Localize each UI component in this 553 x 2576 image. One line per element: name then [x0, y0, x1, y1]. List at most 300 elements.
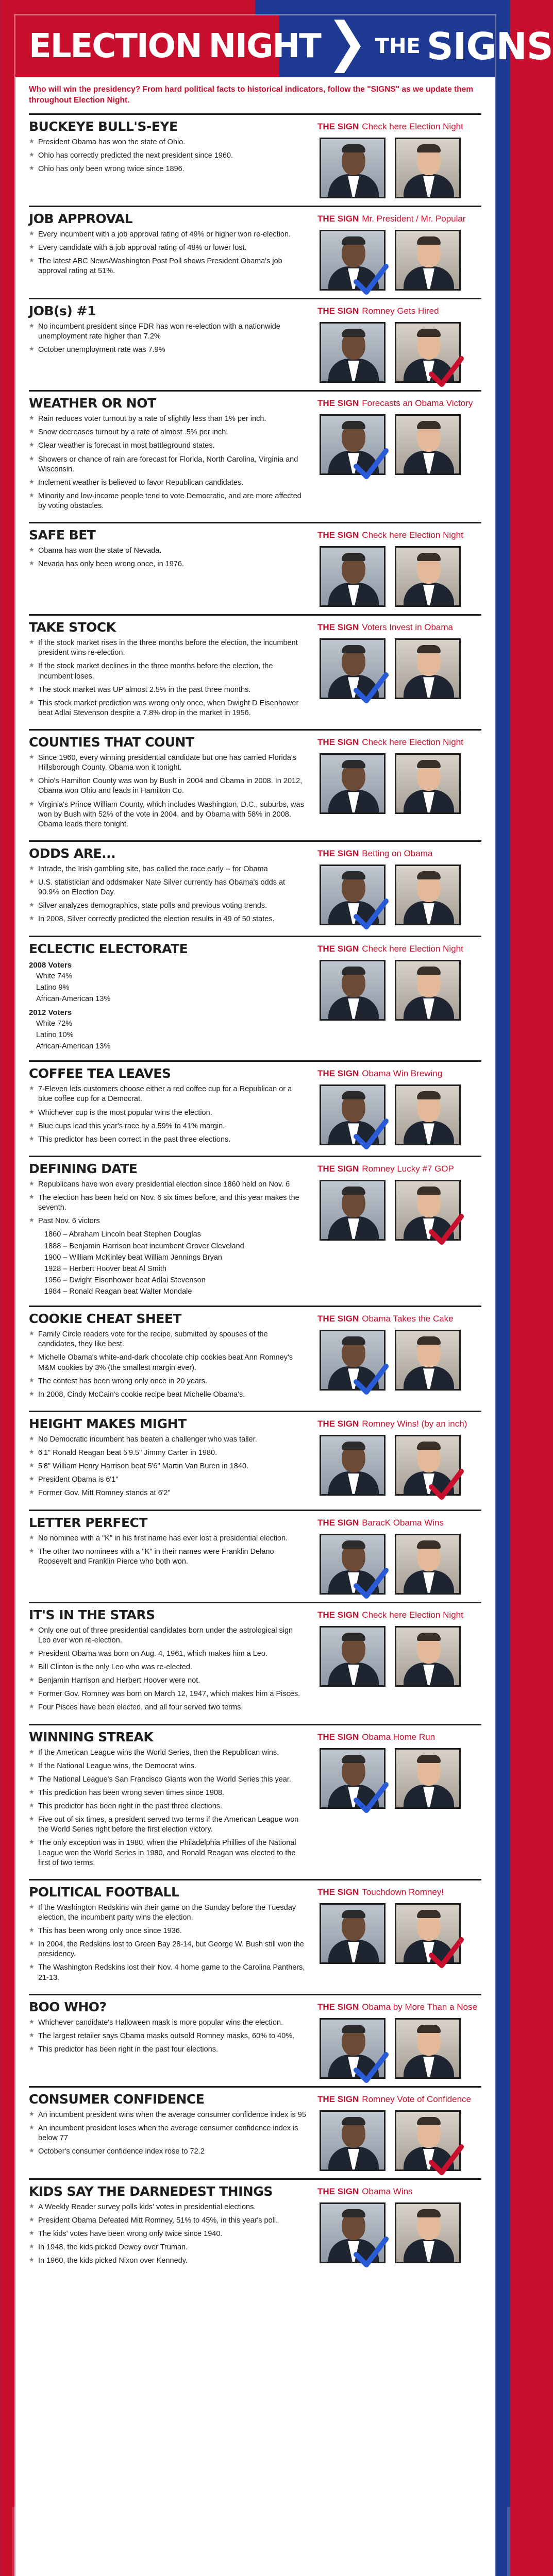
- sign-value: Obama Wins: [362, 2186, 413, 2196]
- bullet-item: ★ This predictor has been correct in the past three elections.: [29, 1135, 307, 1145]
- sign-line: [317, 2186, 481, 2197]
- candidate-portraits: [320, 638, 481, 699]
- portrait-romney: [395, 230, 461, 291]
- section-title: WEATHER OR NOT: [29, 396, 156, 411]
- bullet-item: ★ October's consumer confidence index rose to 72.2: [29, 2147, 307, 2157]
- portrait-obama: [320, 1084, 386, 1145]
- section-columns: [29, 620, 481, 722]
- sign-value: Obama Takes the Cake: [362, 1314, 454, 1324]
- checkmark-icon: [353, 671, 389, 707]
- bullet-item: ★ Every incumbent with a job approval rating of 49% or higher won re-election.: [29, 230, 307, 240]
- bullet-item: ★ No nominee with a "K" in his first name has ever lost a presidential election.: [29, 1534, 307, 1544]
- section-columns: [29, 396, 481, 515]
- sign-label: THE SIGN: [317, 1732, 359, 1742]
- sign-line: [317, 306, 481, 317]
- bullet-item: ★ This predictor has been right in the past three elections.: [29, 1802, 307, 1811]
- sign-line: [317, 2002, 481, 2013]
- sign-line: [317, 530, 481, 541]
- bullet-item: ★ This predictor has been right in the past four elections.: [29, 2045, 307, 2055]
- sign-line: [317, 737, 481, 748]
- sign-label: THE SIGN: [317, 622, 359, 633]
- portrait-hair: [417, 144, 441, 152]
- bullet-item: ★ Family Circle readers vote for the recipe, submitted by spouses of the candidates, they like best.: [29, 1330, 307, 1349]
- section-text: [29, 1515, 317, 1595]
- portrait-hair: [417, 2209, 441, 2217]
- section-text: [29, 211, 317, 291]
- candidate-portraits: [320, 1180, 481, 1241]
- sign-value: Forecasts an Obama Victory: [362, 398, 473, 409]
- portrait-hair: [342, 1755, 365, 1763]
- section-sign: [317, 941, 481, 1054]
- portrait-obama: [320, 1180, 386, 1241]
- portrait-hair: [342, 1910, 365, 1918]
- bullet-item: ★ In 2004, the Redskins lost to Green Bay 28-14, but George W. Bush still won the presidency.: [29, 1940, 307, 1959]
- sign-label: THE SIGN: [317, 1069, 359, 1079]
- bullet-item: ★ The election has been held on Nov. 6 six times before, and this year makes the seventh.: [29, 1193, 307, 1213]
- portrait-hair: [342, 2209, 365, 2217]
- section-sign: [317, 1607, 481, 1717]
- bullet-item: ★ If the Washington Redskins win their game on the Sunday before the Tuesday election, the incumbent party wins the election.: [29, 1903, 307, 1923]
- bullet-item: ★ Whichever candidate's Halloween mask is more popular wins the election.: [29, 2018, 307, 2028]
- bullet-item: ★ Snow decreases turnout by a rate of almost .5% per inch.: [29, 428, 307, 437]
- section-columns: [29, 1999, 481, 2079]
- section-title: CONSUMER CONFIDENCE: [29, 2091, 205, 2107]
- bullet-item: ★ This stock market prediction was wrong only once, when Dwight D Eisenhower beat Adlai Stevenson despite a 7.8% drop in the market in 1956.: [29, 699, 307, 718]
- sign-label: THE SIGN: [317, 737, 359, 748]
- bullet-item: ★ Inclement weather is believed to favor Republican candidates.: [29, 478, 307, 488]
- bullet-item: ★ In 2008, Cindy McCain's cookie recipe beat Michelle Obama's.: [29, 1390, 307, 1400]
- sign-value: Mr. President / Mr. Popular: [362, 213, 466, 224]
- bullet-list: [29, 230, 307, 277]
- bullet-item: ★ Every candidate with a job approval rating of 48% or lower lost.: [29, 243, 307, 253]
- portrait-obama: [320, 414, 386, 475]
- sign-value: Romney Lucky #7 GOP: [362, 1163, 454, 1174]
- section-text: [29, 1885, 317, 1987]
- section-letter: [29, 1510, 481, 1595]
- portrait-hair: [417, 329, 441, 337]
- sign-line: [317, 848, 481, 859]
- portrait-romney: [395, 1626, 461, 1687]
- portrait-hair: [417, 553, 441, 561]
- bullet-item: ★ Former Gov. Romney was born on March 12, 1947, which makes him a Pisces.: [29, 1689, 307, 1699]
- sign-label: THE SIGN: [317, 1609, 359, 1620]
- sign-line: [317, 622, 481, 633]
- section-boo: [29, 1994, 481, 2079]
- section-title: KIDS SAY THE DARNEDEST THINGS: [29, 2183, 273, 2199]
- bullet-item: ★ Since 1960, every winning presidential candidate but one has carried Florida's Hillsborough County. Obama won it tonight.: [29, 753, 307, 773]
- portrait-obama: [320, 2202, 386, 2263]
- bullet-item: ★ October unemployment rate was 7.9%: [29, 345, 307, 355]
- candidate-portraits: [320, 1748, 481, 1809]
- bullet-item: ★ The National League's San Francisco Giants won the World Series this year.: [29, 1775, 307, 1785]
- portrait-hair: [342, 329, 365, 337]
- checkmark-icon: [353, 1362, 389, 1398]
- section-approval: [29, 206, 481, 291]
- portrait-romney: [395, 1180, 461, 1241]
- sign-value: Betting on Obama: [362, 848, 433, 858]
- sign-line: [317, 943, 481, 955]
- section-text: [29, 1416, 317, 1502]
- section-columns: [29, 1161, 481, 1298]
- portrait-hair: [342, 1633, 365, 1641]
- checkmark-icon: [428, 1936, 464, 1972]
- section-title: JOB APPROVAL: [29, 211, 133, 226]
- portrait-obama: [320, 322, 386, 383]
- portrait-hair: [417, 871, 441, 879]
- bullet-list: [29, 1903, 307, 1983]
- sign-line: [317, 1163, 481, 1175]
- bullet-item: ★ If the National League wins, the Democrat wins.: [29, 1761, 307, 1771]
- section-text: [29, 396, 317, 515]
- sign-value: Romney Wins! (by an inch): [362, 1418, 467, 1429]
- sign-line: [317, 2094, 481, 2105]
- sign-label: THE SIGN: [317, 530, 359, 540]
- voter-group-item: African-American 13%: [36, 1042, 111, 1051]
- bullet-item: ★ 5'8" William Henry Harrison beat 5'6" Martin Van Buren in 1840.: [29, 1462, 307, 1471]
- section-weather: [29, 390, 481, 515]
- sign-value: Obama Win Brewing: [362, 1069, 443, 1079]
- portrait-obama: [320, 960, 386, 1021]
- section-title: IT'S IN THE STARS: [29, 1607, 155, 1622]
- bullet-list: [29, 1084, 307, 1145]
- bullet-list: [29, 1748, 307, 1868]
- bullet-item: ★ A Weekly Reader survey polls kids' votes in presidential elections.: [29, 2202, 307, 2212]
- section-columns: [29, 2184, 481, 2270]
- section-sign: [317, 1515, 481, 1595]
- bullet-item: ★ 6'1" Ronald Reagan beat 5'9.5" Jimmy Carter in 1980.: [29, 1448, 307, 1458]
- candidate-portraits: [320, 2110, 481, 2171]
- portrait-romney: [395, 1330, 461, 1391]
- bullet-item: ★ If the American League wins the World Series, then the Republican wins.: [29, 1748, 307, 1758]
- section-columns: [29, 1311, 481, 1403]
- portrait-hair: [417, 421, 441, 429]
- candidate-portraits: [320, 1435, 481, 1496]
- portrait-hair: [342, 1336, 365, 1345]
- bullet-item: ★ The contest has been wrong only once in 20 years.: [29, 1377, 307, 1386]
- bullet-item: ★ Past Nov. 6 victors: [29, 1216, 307, 1226]
- candidate-portraits: [320, 546, 481, 607]
- candidate-portraits: [320, 322, 481, 383]
- victor-item: 1900 – William McKinley beat William Jennings Bryan: [44, 1253, 222, 1262]
- bullet-item: ★ Whichever cup is the most popular wins the election.: [29, 1108, 307, 1118]
- bullet-item: ★ The Washington Redskins lost their Nov. 4 home game to the Carolina Panthers, 21-13.: [29, 1963, 307, 1982]
- sign-value: BaracK Obama Wins: [362, 1517, 444, 1528]
- sign-line: [317, 1418, 481, 1430]
- candidate-portraits: [320, 1903, 481, 1964]
- section-columns: [29, 1607, 481, 1717]
- bullet-item: ★ In 1960, the kids picked Nixon over Kennedy.: [29, 2256, 307, 2266]
- portrait-hair: [342, 871, 365, 879]
- bullet-item: ★ If the stock market rises in the three months before the election, the incumbent president wins re-election.: [29, 638, 307, 658]
- portrait-obama: [320, 1534, 386, 1595]
- candidate-portraits: [320, 1626, 481, 1687]
- bullet-item: ★ No Democratic incumbent has beaten a challenger who was taller.: [29, 1435, 307, 1445]
- sign-line: [317, 1313, 481, 1325]
- candidate-portraits: [320, 753, 481, 814]
- portrait-hair: [417, 645, 441, 653]
- bullet-list: [29, 138, 307, 174]
- bullet-item: ★ Ohio's Hamilton County was won by Bush in 2004 and Obama in 2008. In 2012, Obama won Ohio and leads in Hamilton Co.: [29, 776, 307, 796]
- sign-line: [317, 398, 481, 409]
- portrait-romney: [395, 322, 461, 383]
- bullet-item: ★ Ohio has only been wrong twice since 1896.: [29, 164, 307, 174]
- bullet-item: ★ In 2008, Silver correctly predicted the election results in 49 of 50 states.: [29, 914, 307, 924]
- section-columns: [29, 1066, 481, 1148]
- section-text: [29, 1161, 317, 1298]
- bullet-list: [29, 414, 307, 511]
- victor-item: 1888 – Benjamin Harrison beat incumbent Grover Cleveland: [44, 1242, 244, 1250]
- bullet-item: ★ Four Pisces have been elected, and all four served two terms.: [29, 1703, 307, 1713]
- title-election: ELECTION: [29, 27, 202, 65]
- section-sign: [317, 1999, 481, 2079]
- bullet-item: ★ The only exception was in 1980, when the Philadelphia Phillies of the National League won the World Series in 1980, and Ronald Reagan was elected to the first of two terms.: [29, 1838, 307, 1868]
- bullet-list: [29, 2110, 307, 2157]
- portrait-hair: [417, 1755, 441, 1763]
- candidate-portraits: [320, 2202, 481, 2263]
- sign-label: THE SIGN: [317, 1163, 359, 1174]
- portrait-romney: [395, 1534, 461, 1595]
- bullet-item: ★ If the stock market declines in the three months before the election, the incumbent loses.: [29, 662, 307, 681]
- section-sign: [317, 211, 481, 291]
- portrait-obama: [320, 1626, 386, 1687]
- portrait-romney: [395, 2110, 461, 2171]
- checkmark-icon: [428, 354, 464, 391]
- section-text: [29, 846, 317, 928]
- portrait-hair: [342, 1091, 365, 1099]
- section-title: COUNTIES THAT COUNT: [29, 735, 194, 750]
- section-title: ODDS ARE...: [29, 845, 116, 861]
- bullet-item: ★ The kids' votes have been wrong only twice since 1940.: [29, 2229, 307, 2239]
- section-columns: [29, 211, 481, 291]
- section-title: DEFINING DATE: [29, 1161, 138, 1176]
- title-signs: SIGNS: [426, 25, 553, 68]
- checkmark-icon: [353, 897, 389, 933]
- bullet-item: ★ Blue cups lead this year's race by a 59% to 41% margin.: [29, 1122, 307, 1131]
- sign-label: THE SIGN: [317, 1887, 359, 1897]
- candidate-portraits: [320, 2018, 481, 2079]
- portrait-romney: [395, 1903, 461, 1964]
- page-header: [15, 15, 553, 77]
- section-columns: [29, 1885, 481, 1987]
- bullet-item: ★ President Obama is 6'1": [29, 1475, 307, 1485]
- sign-label: THE SIGN: [317, 121, 359, 131]
- bullet-item: ★ Former Gov. Mitt Romney stands at 6'2": [29, 1488, 307, 1498]
- voter-group-item: White 74%: [36, 972, 73, 980]
- victor-item: 1956 – Dwight Eisenhower beat Adlai Stevenson: [44, 1276, 206, 1284]
- voter-group-item: Latino 10%: [36, 1031, 74, 1040]
- sign-value: Obama by More Than a Nose: [362, 2002, 477, 2012]
- section-sign: [317, 1885, 481, 1987]
- portrait-obama: [320, 138, 386, 198]
- section-text: [29, 941, 317, 1054]
- portrait-hair: [417, 1187, 441, 1195]
- portrait-obama: [320, 638, 386, 699]
- checkmark-icon: [353, 1781, 389, 1817]
- section-columns: [29, 1416, 481, 1502]
- sign-value: Check here Election Night: [362, 943, 463, 954]
- portrait-hair: [342, 553, 365, 561]
- voter-group-list: [36, 1019, 307, 1052]
- candidate-portraits: [320, 1330, 481, 1391]
- checkmark-icon: [353, 2235, 389, 2271]
- portrait-hair: [417, 760, 441, 768]
- bullet-item: ★ Only one out of three presidential candidates born under the astrological sign Leo ever won re-election.: [29, 1626, 307, 1646]
- bullet-item: ★ Obama has won the state of Nevada.: [29, 546, 307, 556]
- section-coffee: [29, 1060, 481, 1148]
- portrait-hair: [417, 1910, 441, 1918]
- section-consumer: [29, 2086, 481, 2171]
- sign-label: THE SIGN: [317, 943, 359, 954]
- section-sign: [317, 528, 481, 607]
- section-text: [29, 303, 317, 383]
- sign-label: THE SIGN: [317, 2186, 359, 2196]
- section-text: [29, 620, 317, 722]
- section-counties: [29, 729, 481, 833]
- section-text: [29, 528, 317, 607]
- portrait-hair: [417, 1336, 441, 1345]
- sign-label: THE SIGN: [317, 306, 359, 316]
- section-cookie: [29, 1306, 481, 1403]
- portrait-romney: [395, 546, 461, 607]
- title-night: NIGHT: [208, 27, 321, 65]
- portrait-romney: [395, 1084, 461, 1145]
- sign-value: Romney Gets Hired: [362, 306, 439, 316]
- bullet-item: ★ Five out of six times, a president served two terms if the American League won the World Series right before the first election victory.: [29, 1815, 307, 1835]
- section-columns: [29, 528, 481, 607]
- section-title: HEIGHT MAKES MIGHT: [29, 1416, 187, 1431]
- candidate-portraits: [320, 414, 481, 475]
- sign-line: [317, 1887, 481, 1898]
- section-title: COOKIE CHEAT SHEET: [29, 1311, 181, 1327]
- section-columns: [29, 1730, 481, 1872]
- bullet-item: ★ This prediction has been wrong seven times since 1908.: [29, 1788, 307, 1798]
- section-columns: [29, 941, 481, 1054]
- portrait-hair: [342, 1540, 365, 1549]
- portrait-romney: [395, 138, 461, 198]
- portrait-hair: [342, 421, 365, 429]
- bullet-item: ★ Virginia's Prince William County, which includes Washington, D.C., suburbs, was won by Bush with 52% of the vote in 2004, and by Obama with 58% in 2008. Obama leads there tonight.: [29, 800, 307, 829]
- section-sign: [317, 396, 481, 515]
- sections-container: [29, 113, 481, 2270]
- bullet-item: ★ Benjamin Harrison and Herbert Hoover were not.: [29, 1676, 307, 1686]
- sign-label: THE SIGN: [317, 398, 359, 409]
- section-sign: [317, 1730, 481, 1872]
- checkmark-icon: [353, 1117, 389, 1153]
- section-title: SAFE BET: [29, 528, 96, 543]
- sign-label: THE SIGN: [317, 2002, 359, 2012]
- section-text: [29, 1730, 317, 1872]
- portrait-hair: [342, 967, 365, 975]
- portrait-hair: [417, 967, 441, 975]
- portrait-obama: [320, 2018, 386, 2079]
- bullet-item: ★ No incumbent president since FDR has won re-election with a nationwide unemployment rate higher than 7.2%: [29, 322, 307, 342]
- section-title: BOO WHO?: [29, 1999, 107, 2014]
- section-safebet: [29, 522, 481, 607]
- sign-value: Check here Election Night: [362, 737, 463, 748]
- portrait-romney: [395, 414, 461, 475]
- bullet-list: [29, 1435, 307, 1499]
- section-columns: [29, 1515, 481, 1595]
- section-buckeye: [29, 113, 481, 198]
- portrait-romney: [395, 2018, 461, 2079]
- bullet-list: [29, 1180, 307, 1227]
- bullet-item: ★ In 1948, the kids picked Dewey over Truman.: [29, 2243, 307, 2252]
- sign-label: THE SIGN: [317, 848, 359, 858]
- victor-item: 1984 – Ronald Reagan beat Walter Mondale: [44, 1287, 192, 1296]
- section-sign: [317, 846, 481, 928]
- portrait-obama: [320, 1748, 386, 1809]
- candidate-portraits: [320, 138, 481, 198]
- section-text: [29, 1066, 317, 1148]
- section-electorate: [29, 936, 481, 1054]
- section-columns: [29, 846, 481, 928]
- portrait-hair: [342, 236, 365, 245]
- section-columns: [29, 2092, 481, 2171]
- bullet-item: ★ Showers or chance of rain are forecast for Florida, North Carolina, Virginia and Wisconsin.: [29, 455, 307, 474]
- section-sign: [317, 1311, 481, 1403]
- bullet-list: [29, 865, 307, 925]
- portrait-romney: [395, 1748, 461, 1809]
- section-title: ECLECTIC ELECTORATE: [29, 941, 188, 956]
- bullet-item: ★ Intrade, the Irish gambling site, has called the race early -- for Obama: [29, 865, 307, 874]
- victor-item: 1860 – Abraham Lincoln beat Stephen Douglas: [44, 1230, 201, 1239]
- victor-item: 1928 – Herbert Hoover beat Al Smith: [44, 1264, 166, 1273]
- section-dates: [29, 1156, 481, 1298]
- section-sign: [317, 303, 481, 383]
- portrait-hair: [417, 2117, 441, 2125]
- portrait-romney: [395, 638, 461, 699]
- candidate-portraits: [320, 1084, 481, 1145]
- sign-line: [317, 1068, 481, 1079]
- bullet-item: ★ Ohio has correctly predicted the next president since 1960.: [29, 151, 307, 161]
- section-title: TAKE STOCK: [29, 620, 116, 635]
- sign-value: Check here Election Night: [362, 121, 463, 131]
- voter-group-list: [36, 972, 307, 1004]
- portrait-romney: [395, 2202, 461, 2263]
- bullet-item: ★ This has been wrong only once since 1936.: [29, 1926, 307, 1936]
- sign-label: THE SIGN: [317, 1418, 359, 1429]
- section-streak: [29, 1724, 481, 1872]
- section-stars: [29, 1602, 481, 1717]
- sign-label: THE SIGN: [317, 1517, 359, 1528]
- bullet-item: ★ Bill Clinton is the only Leo who was re-elected.: [29, 1663, 307, 1672]
- section-sign: [317, 1416, 481, 1502]
- portrait-obama: [320, 2110, 386, 2171]
- bullet-item: ★ Minority and low-income people tend to vote Democratic, and are more affected by voting obstacles.: [29, 492, 307, 511]
- checkmark-icon: [353, 1566, 389, 1602]
- victor-list: [44, 1230, 307, 1297]
- portrait-romney: [395, 1435, 461, 1496]
- checkmark-icon: [428, 2143, 464, 2179]
- portrait-obama: [320, 753, 386, 814]
- section-text: [29, 2092, 317, 2171]
- portrait-obama: [320, 865, 386, 925]
- infographic-page: [15, 15, 553, 2576]
- bullet-list: [29, 2202, 307, 2266]
- bullet-item: ★ The stock market was UP almost 2.5% in the past three months.: [29, 685, 307, 695]
- candidate-portraits: [320, 230, 481, 291]
- bullet-list: [29, 753, 307, 829]
- section-sign: [317, 1161, 481, 1298]
- portrait-hair: [342, 2117, 365, 2125]
- portrait-obama: [320, 1330, 386, 1391]
- checkmark-icon: [353, 2050, 389, 2087]
- bullet-list: [29, 1330, 307, 1400]
- intro-text: Who will win the presidency? From hard political facts to historical indicators, follow the "SIGNS" as we update them throughout Election Night.: [29, 85, 474, 105]
- portrait-hair: [342, 760, 365, 768]
- section-title: COFFEE TEA LEAVES: [29, 1066, 171, 1081]
- portrait-hair: [417, 2025, 441, 2033]
